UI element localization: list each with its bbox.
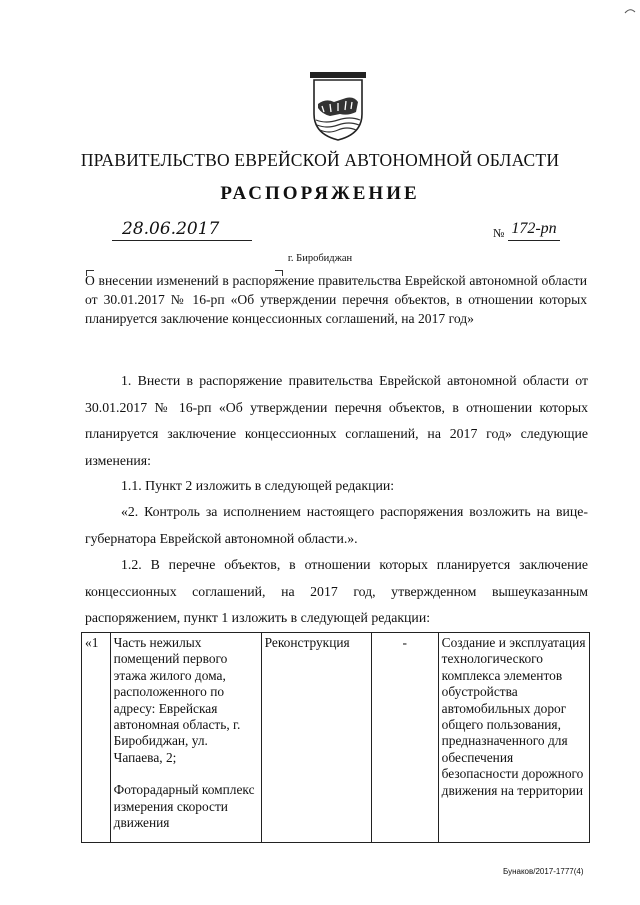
objects-table — [81, 632, 590, 843]
dash-cell: - — [371, 633, 438, 843]
coat-of-arms-tiger-icon — [300, 68, 376, 144]
paragraph-1-1: 1.1. Пункт 2 изложить в следующей редакции: — [121, 478, 395, 493]
government-title: ПРАВИТЕЛЬСТВО ЕВРЕЙСКОЙ АВТОНОМНОЙ ОБЛАСТИ — [80, 150, 560, 170]
paragraph-1: 1. Внести в распоряжение правительства Еврейской автономной области от 30.01.2017 № 16-рп «Об утверждении перечня объектов, в отношении которых планируется заключение концессионных соглашений, на 2017 год» следующие изменения: — [85, 373, 588, 468]
paragraph-1-2: 1.2. В перечне объектов, в отношении которых планируется заключение концессионных соглашений, на 2017 год, утвержденном вышеуказанным распоряжением, пункт 1 изложить в следующей редакции: — [85, 557, 588, 625]
city: г. Биробиджан — [287, 253, 353, 264]
object-description-2: Фоторадарный комплекс измерения скорости движения — [113, 782, 255, 831]
paragraph-1-1-quote: «2. Контроль за исполнением настоящего распоряжения возложить на вице-губернатора Еврейской автономной области.». — [85, 504, 588, 546]
footer-code: Бунаков/2017-1777(4) — [503, 867, 584, 876]
document-type: РАСПОРЯЖЕНИЕ — [220, 183, 420, 204]
document-date: 28.06.2017 — [112, 218, 252, 241]
table-row — [82, 633, 590, 843]
object-cell — [110, 633, 261, 843]
document-number: 172-рп — [508, 218, 560, 241]
action-cell: Реконструкция — [261, 633, 371, 843]
corner-mark — [624, 2, 636, 10]
number-label: № — [493, 226, 505, 240]
object-description: Часть нежилых помещений первого этажа жилого дома, расположенного по адресу: Еврейская автономная область, г. Биробиджан, ул. Чапаева, 2; — [113, 635, 241, 765]
purpose-cell: Создание и эксплуатация технологического комплекса элементов обустройства автомобильных дорог общего пользования, предназначенного для обеспечения безопасности дорожного движения на территории — [438, 633, 589, 843]
row-number: «1 — [82, 633, 111, 843]
document-subject: О внесении изменений в распоряжение правительства Еврейской автономной области от 30.01.2017 № 16-рп «Об утверждении перечня объектов, в отношении которых планируется заключение концессионных соглашений, на 2017 год» — [85, 273, 587, 327]
